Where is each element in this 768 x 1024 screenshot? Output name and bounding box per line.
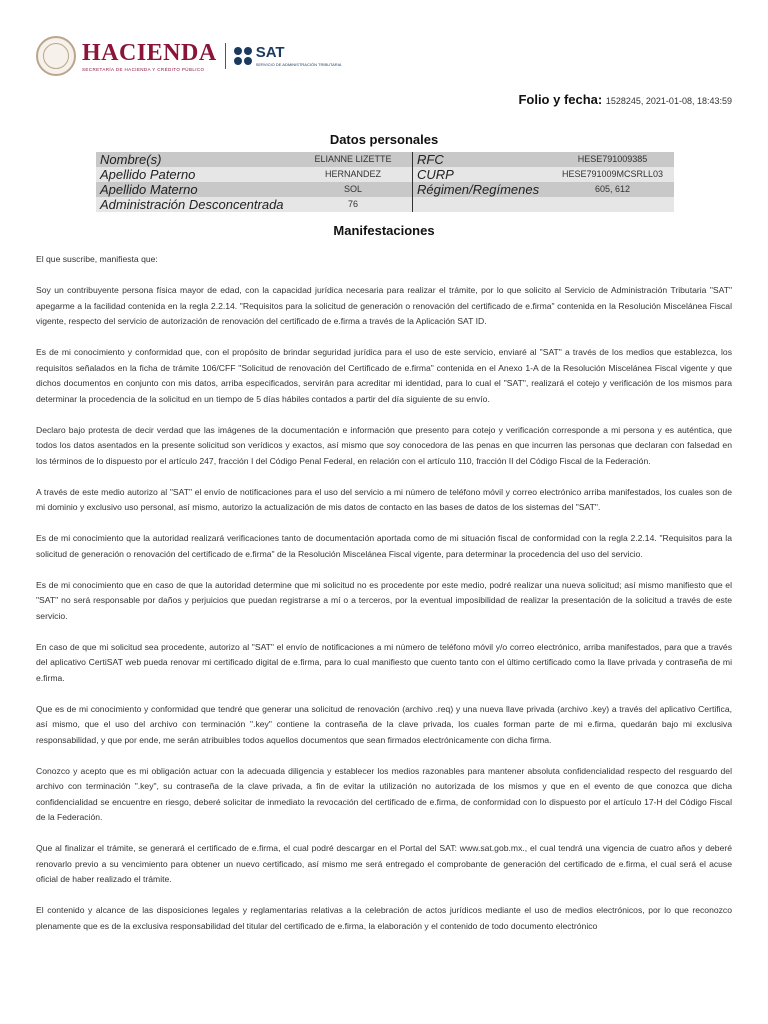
sat-subtitle: SERVICIO DE ADMINISTRACIÓN TRIBUTARIA <box>255 62 342 67</box>
datos-personales-table <box>96 152 674 212</box>
folio-value: 1528245, 2021-01-08, 18:43:59 <box>605 96 732 106</box>
paragraph: Es de mi conocimiento que la autoridad realizará verificaciones tanto de documentación aportada como de mi situación fiscal de conformidad con la regla 2.2.14. "Requisitos para la solicitud de generación o renovación del certificado de e.firma" de la Resolución Miscelánea Fiscal vigente, para determinar la procedencia del uso del servicio. <box>36 533 732 559</box>
value-cell: 605, 612 <box>551 182 674 197</box>
label-cell: Régimen/Regímenes <box>413 182 552 197</box>
label-cell: RFC <box>413 152 552 167</box>
label-cell: Administración Desconcentrada <box>96 197 294 212</box>
folio-label: Folio y fecha: <box>518 92 603 107</box>
paragraph: El contenido y alcance de las disposiciones legales y reglamentarias relativas a la celebración de actos jurídicos mediante el uso de medios electrónicos, por lo que reconozco plenamente que es de la exclusiva responsabilidad del titular del certificado de e.firma, la elaboración y el contenido de todo documento electrónico <box>36 905 732 931</box>
table-row <box>96 152 674 167</box>
value-cell: HESE791009385 <box>551 152 674 167</box>
paragraph: Es de mi conocimiento que en caso de que la autoridad determine que mi solicitud no es procedente por este medio, podré realizar una nueva solicitud; así mismo manifiesto que el "SAT" no será responsable por daños y perjuicios que puedan registrarse a mí o a terceros, por la eventual imposibilidad de realizar la presentación de la solicitud a través de este servicio. <box>36 579 732 621</box>
value-cell: SOL <box>294 182 413 197</box>
value-cell: 76 <box>294 197 413 212</box>
folio-fecha <box>518 92 732 107</box>
label-cell <box>413 197 552 212</box>
label-cell: Apellido Paterno <box>96 167 294 182</box>
label-cell: Nombre(s) <box>96 152 294 167</box>
paragraph: Es de mi conocimiento y conformidad que, con el propósito de brindar seguridad jurídica para el uso de este servicio, enviaré al "SAT" a través de los medios que establezca, los requisitos señalados en la ficha de trámite 106/CFF "Solicitud de renovación del Certificado de e.firma" contenida en el Anexo 1-A de la Resolución Miscelánea Fiscal vigente y que dichos documentos en conjunto con mis datos, arriba especificados, servirán para acreditar mi identidad, para lo cual el "SAT", realizará el cotejo y verificación de los mismos para determinar la procedencia de la solicitud en un tiempo de 5 días hábiles contados a partir del día siguiente de su envío. <box>36 347 732 404</box>
paragraph: Soy un contribuyente persona física mayor de edad, con la capacidad jurídica necesaria para realizar el trámite, por lo que solicito al Servicio de Administración Tributaria "SAT" apegarme a la facilidad contenida en la regla 2.2.14. "Requisitos para la solicitud de generación o renovación del certificado de e.firma" contenida en la Resolución Miscelánea Fiscal vigente, respecto del servicio de autorización de renovación del certificado de e.firma a través de la Aplicación SAT ID. <box>36 285 732 326</box>
value-cell: HERNANDEZ <box>294 167 413 182</box>
coat-of-arms-icon <box>36 36 76 76</box>
paragraph: En caso de que mi solicitud sea procedente, autorizo al "SAT" el envío de notificaciones a mi número de teléfono móvil y/o correo electrónico, arriba manifestados, para que a través del aplicativo CertiSAT web pueda renovar mi certificado digital de e.firma, para lo cual manifiesto que cuento tanto con el último certificado como la llave privada y contraseña de mi e.firma. <box>36 641 732 683</box>
sat-dots-icon <box>234 47 252 65</box>
header-logos <box>36 36 341 76</box>
table-row <box>96 197 674 212</box>
paragraph: El que suscribe, manifiesta que: <box>36 254 158 264</box>
sat-title: SAT <box>255 44 285 61</box>
paragraph: Que al finalizar el trámite, se generará el certificado de e.firma, el cual podré descargar en el Portal del SAT: www.sat.gob.mx., el cual tendrá una vigencia de cuatro años y deberé renovarlo previo a su vencimiento para obtener un nuevo certificado, así mismo me será entregado el comprobante de generación del certificado de e.firma, el cual será el acuse oficial de haber realizado el trámite. <box>36 843 732 884</box>
table-row <box>96 167 674 182</box>
label-cell: Apellido Materno <box>96 182 294 197</box>
value-cell <box>551 197 674 212</box>
paragraph: Conozco y acepto que es mi obligación actuar con la adecuada diligencia y establecer los medios razonables para mantener absoluta confidencialidad respecto del resguardo del archivo con terminación ".key", su contraseña de la clave privada, a fin de evitar la utilización no autorizada de los mismos y que en el evento de que conozca que dicha confidencialidad se encuentre en riesgo, deberé solicitar de inmediato la revocación del certificado de e.firma, de conformidad con lo dispuesto por el artículo 17-H del Código Fiscal de la Federación. <box>36 765 732 822</box>
paragraph: Que es de mi conocimiento y conformidad que tendré que generar una solicitud de renovación (archivo .req) y una nueva llave privada (archivo .key) a través del aplicativo Certifica, así mismo, que el uso del archivo con terminación ".key" contiene la contraseña de la clave privada, los cuales forman parte de mi e.firma, quedarán bajo mi exclusiva responsabilidad, y que por ende, me serán atribuibles todos aquellos documentos que sean firmados electrónicamente con dicha firma. <box>36 703 732 745</box>
paragraph: Declaro bajo protesta de decir verdad que las imágenes de la documentación e información que presento para cotejo y verificación corresponde a mi persona y es auténtica, que todos los datos asentados en la presente solicitud son verídicos y exactos, así mismo que soy conocedora de las penas en que incurren las personas que declaran con falsedad en los términos de lo dispuesto por el artículo 247, fracción I del Código Penal Federal, en relación con el artículo 110, fracción II del Código Fiscal de la Federación. <box>36 424 732 466</box>
hacienda-logo <box>82 41 217 72</box>
logo-divider <box>225 43 226 69</box>
hacienda-title: HACIENDA <box>82 39 217 66</box>
datos-personales-title: Datos personales <box>329 132 439 147</box>
hacienda-subtitle: SECRETARÍA DE HACIENDA Y CRÉDITO PÚBLICO <box>82 66 205 72</box>
manifestaciones-title: Manifestaciones <box>333 223 435 238</box>
value-cell: ELIANNE LIZETTE <box>294 152 413 167</box>
paragraph: A través de este medio autorizo al "SAT" el envío de notificaciones para el uso del servicio a mi número de teléfono móvil y correo electrónico arriba manifestados, los cuales son de mi dominio y exclusivo uso personal, así mismo, autorizo la actualización de mis datos de contacto en las bases de datos de los sistemas del "SAT". <box>36 486 732 512</box>
table-row <box>96 182 674 197</box>
label-cell: CURP <box>413 167 552 182</box>
sat-logo <box>256 45 342 67</box>
value-cell: HESE791009MCSRLL03 <box>551 167 674 182</box>
manifestaciones-body <box>36 252 732 950</box>
